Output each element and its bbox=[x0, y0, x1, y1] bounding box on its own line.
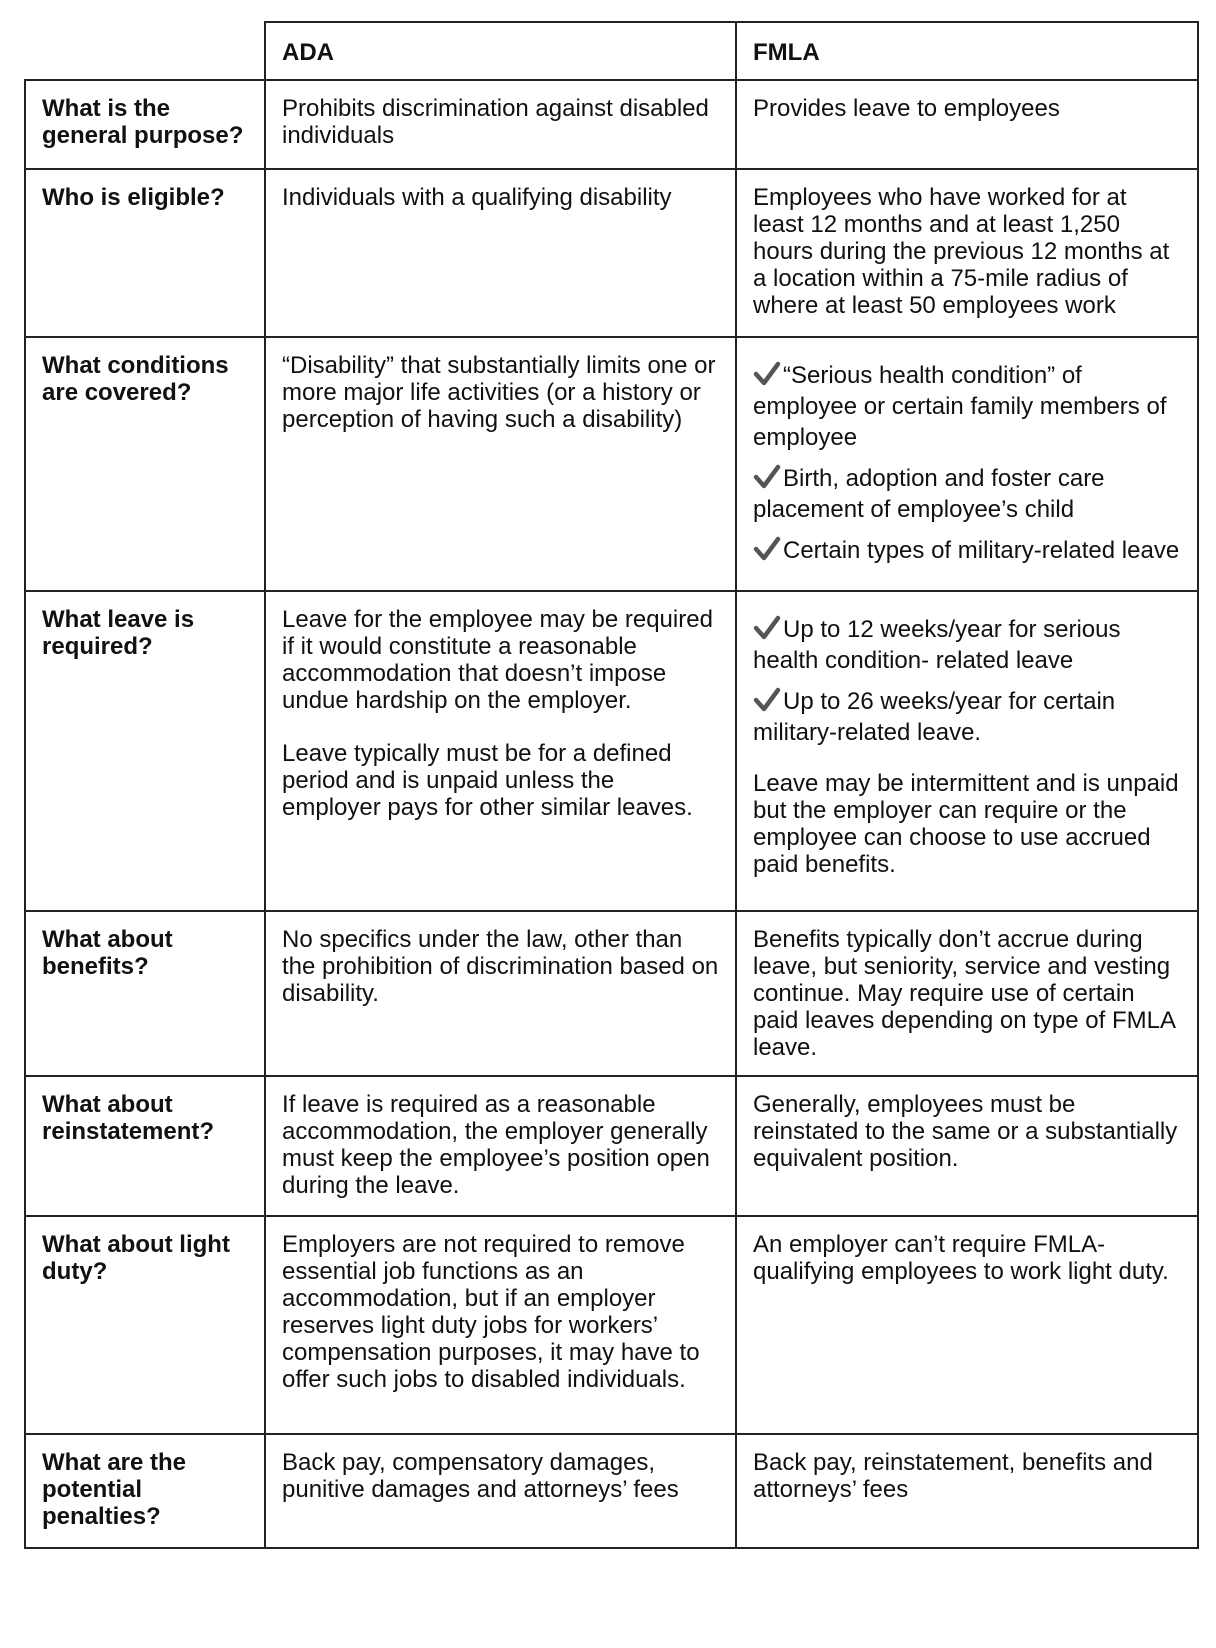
fmla-text: Employees who have worked for at least 12 months and at least 1,250 hours during the previous 12 months at a location within a 75-mile radius of where at least 50 employees work bbox=[753, 184, 1170, 319]
fmla-cell bbox=[736, 80, 1198, 169]
ada-fmla-comparison-table bbox=[24, 21, 1199, 1549]
comparison-table-wrapper bbox=[24, 21, 1197, 1549]
ada-text: If leave is required as a reasonable accommodation, the employer generally must keep the employee’s position open during the leave. bbox=[282, 1091, 710, 1199]
fmla-check-item bbox=[753, 463, 1181, 525]
fmla-cell bbox=[736, 169, 1198, 337]
table-row bbox=[25, 80, 1198, 169]
fmla-check-text: Certain types of military-related leave bbox=[783, 537, 1180, 564]
fmla-text: Back pay, reinstatement, benefits and attorneys’ fees bbox=[753, 1449, 1153, 1503]
table-row bbox=[25, 1076, 1198, 1216]
fmla-text: Leave may be intermittent and is unpaid but the employer can require or the employee can choose to use accrued paid benefits. bbox=[753, 770, 1179, 878]
table-row bbox=[25, 911, 1198, 1076]
fmla-cell bbox=[736, 1216, 1198, 1434]
check-mark-icon bbox=[753, 687, 781, 713]
table-row bbox=[25, 591, 1198, 911]
ada-text: Leave typically must be for a defined period and is unpaid unless the employer pays for other similar leaves. bbox=[282, 740, 693, 821]
fmla-text: Benefits typically don’t accrue during leave, but seniority, service and vesting continue. May require use of certain paid leaves depending on type of FMLA leave. bbox=[753, 926, 1175, 1061]
check-mark-icon bbox=[753, 361, 781, 387]
fmla-check-text: Up to 26 weeks/year for certain military-related leave. bbox=[753, 688, 1116, 746]
ada-cell bbox=[265, 911, 736, 1076]
table-row bbox=[25, 337, 1198, 591]
header-fmla: FMLA bbox=[736, 22, 1198, 80]
ada-cell bbox=[265, 1216, 736, 1434]
fmla-check-item bbox=[753, 686, 1181, 748]
row-question: What about reinstatement? bbox=[25, 1076, 265, 1216]
ada-cell bbox=[265, 1434, 736, 1548]
check-mark-icon bbox=[753, 536, 781, 562]
ada-text: Prohibits discrimination against disabled individuals bbox=[282, 95, 709, 149]
check-mark-icon bbox=[753, 615, 781, 641]
table-row bbox=[25, 169, 1198, 337]
ada-cell bbox=[265, 169, 736, 337]
ada-text: Individuals with a qualifying disability bbox=[282, 184, 672, 211]
row-question: Who is eligible? bbox=[25, 169, 265, 337]
table-row bbox=[25, 1216, 1198, 1434]
ada-cell bbox=[265, 80, 736, 169]
fmla-check-item bbox=[753, 535, 1181, 566]
fmla-text: Provides leave to employees bbox=[753, 95, 1060, 122]
fmla-check-text: Birth, adoption and foster care placement of employee’s child bbox=[753, 465, 1105, 523]
fmla-cell bbox=[736, 337, 1198, 591]
ada-text: Employers are not required to remove essential job functions as an accommodation, but if an employer reserves light duty jobs for workers’ compensation purposes, it may have to offer such jobs to disabled individuals. bbox=[282, 1231, 700, 1393]
table-row bbox=[25, 1434, 1198, 1548]
fmla-cell bbox=[736, 1434, 1198, 1548]
row-question: What leave is required? bbox=[25, 591, 265, 911]
row-question: What conditions are covered? bbox=[25, 337, 265, 591]
ada-cell bbox=[265, 591, 736, 911]
fmla-check-item bbox=[753, 614, 1181, 676]
ada-text: Leave for the employee may be required if it would constitute a reasonable accommodation that doesn’t impose undue hardship on the employer. bbox=[282, 606, 713, 714]
header-blank-cell bbox=[25, 22, 265, 80]
check-mark-icon bbox=[753, 464, 781, 490]
ada-cell bbox=[265, 337, 736, 591]
fmla-text: An employer can’t require FMLA-qualifying employees to work light duty. bbox=[753, 1231, 1169, 1285]
header-ada: ADA bbox=[265, 22, 736, 80]
ada-text: “Disability” that substantially limits one or more major life activities (or a history or perception of having such a disability) bbox=[282, 352, 716, 433]
header-row bbox=[25, 22, 1198, 80]
fmla-check-item bbox=[753, 360, 1181, 453]
ada-text: Back pay, compensatory damages, punitive damages and attorneys’ fees bbox=[282, 1449, 679, 1503]
row-question: What about benefits? bbox=[25, 911, 265, 1076]
ada-text: No specifics under the law, other than the prohibition of discrimination based on disability. bbox=[282, 926, 719, 1007]
fmla-check-text: “Serious health condition” of employee or certain family members of employee bbox=[753, 362, 1167, 451]
fmla-text: Generally, employees must be reinstated to the same or a substantially equivalent position. bbox=[753, 1091, 1178, 1172]
fmla-cell bbox=[736, 1076, 1198, 1216]
fmla-cell bbox=[736, 911, 1198, 1076]
fmla-cell bbox=[736, 591, 1198, 911]
row-question: What is the general purpose? bbox=[25, 80, 265, 169]
row-question: What about light duty? bbox=[25, 1216, 265, 1434]
fmla-check-text: Up to 12 weeks/year for serious health condition- related leave bbox=[753, 616, 1121, 674]
row-question: What are the potential penalties? bbox=[25, 1434, 265, 1548]
ada-cell bbox=[265, 1076, 736, 1216]
